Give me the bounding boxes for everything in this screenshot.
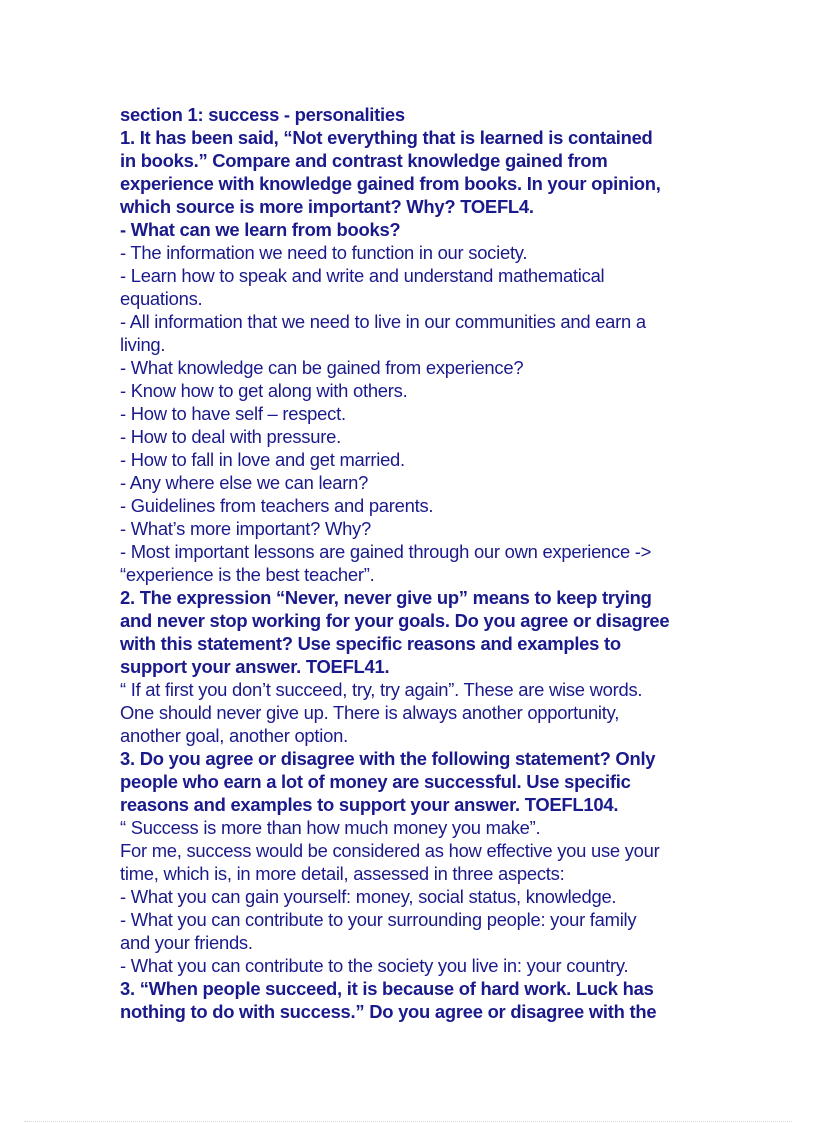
question-4-line: nothing to do with success.” Do you agree or disagree with the (120, 1001, 657, 1022)
answer-line: - What’s more important? Why? (120, 518, 371, 539)
question-1-line: which source is more important? Why? TOEFL4. (120, 196, 534, 217)
answer-line: - Guidelines from teachers and parents. (120, 495, 434, 516)
answer-line: “ Success is more than how much money you make”. (120, 817, 541, 838)
question-1-line: 1. It has been said, “Not everything that is learned is contained (120, 127, 653, 148)
answer-line: - Know how to get along with others. (120, 380, 408, 401)
question-3-line: reasons and examples to support your answer. TOEFL104. (120, 794, 619, 815)
question-2-line: support your answer. TOEFL41. (120, 656, 390, 677)
answer-line: - How to have self – respect. (120, 403, 346, 424)
answer-line: For me, success would be considered as how effective you use your (120, 840, 660, 861)
answer-line: and your friends. (120, 932, 253, 953)
subheading: - What can we learn from books? (120, 219, 401, 240)
answer-line: One should never give up. There is always another opportunity, (120, 702, 620, 723)
answer-line: - The information we need to function in our society. (120, 242, 528, 263)
answer-line: - All information that we need to live in our communities and earn a (120, 311, 646, 332)
question-3-line: 3. Do you agree or disagree with the following statement? Only (120, 748, 656, 769)
document-body (120, 103, 710, 1023)
answer-line: “ If at first you don’t succeed, try, try again”. These are wise words. (120, 679, 643, 700)
answer-line: another goal, another option. (120, 725, 348, 746)
answer-line: equations. (120, 288, 203, 309)
answer-line: - What you can contribute to the society you live in: your country. (120, 955, 629, 976)
answer-line: - What you can gain yourself: money, social status, knowledge. (120, 886, 617, 907)
section-title: section 1: success - personalities (120, 104, 405, 125)
answer-line: “experience is the best teacher”. (120, 564, 375, 585)
question-2-line: 2. The expression “Never, never give up” means to keep trying (120, 587, 652, 608)
answer-line: living. (120, 334, 166, 355)
answer-line: - Any where else we can learn? (120, 472, 369, 493)
question-3-line: people who earn a lot of money are successful. Use specific (120, 771, 631, 792)
answer-line: time, which is, in more detail, assessed in three aspects: (120, 863, 565, 884)
answer-line: - What you can contribute to your surrounding people: your family (120, 909, 637, 930)
answer-line: - What knowledge can be gained from experience? (120, 357, 524, 378)
answer-line: - How to deal with pressure. (120, 426, 341, 447)
question-2-line: and never stop working for your goals. Do you agree or disagree (120, 610, 670, 631)
answer-line: - Learn how to speak and write and understand mathematical (120, 265, 605, 286)
page-bottom-divider (24, 1121, 792, 1122)
question-1-line: in books.” Compare and contrast knowledge gained from (120, 150, 608, 171)
question-4-line: 3. “When people succeed, it is because of hard work. Luck has (120, 978, 654, 999)
answer-line: - How to fall in love and get married. (120, 449, 405, 470)
answer-line: - Most important lessons are gained through our own experience -> (120, 541, 652, 562)
question-1-line: experience with knowledge gained from books. In your opinion, (120, 173, 661, 194)
question-2-line: with this statement? Use specific reasons and examples to (120, 633, 621, 654)
